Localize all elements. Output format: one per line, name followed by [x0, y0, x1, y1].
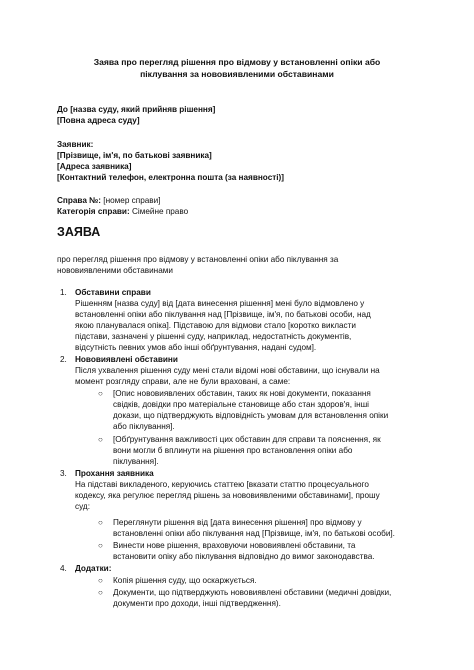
- section-2: 2. Нововиявлені обставини Після ухвалення рішення суду мені стали відомі нові обставини, що існували на момент розгляду справи, але не були враховані, а саме:: [75, 354, 425, 387]
- case-category: Категорія справи: Сімейне право: [57, 207, 189, 216]
- list-item: ○ Переглянути рішення від [дата винесення рішення] про відмову у встановленні опіки або піклування над [Прізвище, ім'я, по батькові особи].: [98, 518, 395, 538]
- court-block: [57, 104, 427, 126]
- document-title: [40, 56, 434, 80]
- case-number: Справа №: [номер справи]: [57, 196, 161, 205]
- section-1: 1. Обставини справи Рішенням [назва суду] від [дата винесення рішення] мені було відмовлено у встановленні опіки або піклування над [Прізвище, ім'я, по батькові особи, над якою планувалася опіка]. Підставою для відмови стало [коротко викласти підстави, зазначені у рішенні суду, наприклад, недостатність документів, відсутність певних умов або інші обґрунтування, надані судом].: [75, 287, 425, 353]
- heading: ЗАЯВА: [57, 225, 101, 239]
- court-name: До [назва суду, який прийняв рішення]: [57, 105, 216, 114]
- applicant-block: [57, 139, 427, 183]
- section-title: Додатки:: [75, 564, 112, 573]
- applicant-contacts: [Контактний телефон, електронна пошта (за наявності)]: [57, 173, 284, 182]
- title-line: Заява про перегляд рішення про відмову у встановленні опіки або: [93, 57, 381, 67]
- title-line: піклування за нововиявленими обставинами: [140, 69, 334, 79]
- section-title: Обставини справи: [75, 288, 151, 297]
- list-item: ○ [Обґрунтування важливості цих обставин для справи та пояснення, як вони могли б вплинути на рішення про встановлення опіки або піклування].: [98, 435, 381, 466]
- case-block: [57, 195, 427, 217]
- section-title: Прохання заявника: [75, 469, 154, 478]
- section-number: 3.: [60, 469, 67, 478]
- section-title: Нововиявлені обставини: [75, 355, 178, 364]
- applicant-label: Заявник:: [57, 140, 94, 149]
- section-number: 4.: [60, 564, 67, 573]
- section-4: [60, 563, 425, 574]
- section-number: 2.: [60, 355, 67, 364]
- applicant-address: [Адреса заявника]: [57, 162, 132, 171]
- section-3: 3. Прохання заявника На підставі викладеного, керуючись статтею [вказати статтю процесуального кодексу, яка регулює перегляд рішень за нововиявленими обставинами], прошу суд:: [75, 468, 425, 512]
- list-item: ○ [Опис нововиявлених обставин, таких як нові документи, показання свідків, довідки про матеріальне становище або стан здоров'я, інші докази, що підтверджують відповідність умовам для встановлення опіки або піклування].: [98, 389, 389, 431]
- section-number: 1.: [60, 288, 67, 297]
- intro: про перегляд рішення про відмову у встановленні опіки або піклування за нововиявленими обставинами: [57, 255, 339, 275]
- list-item: ○ Копія рішення суду, що оскаржується.: [98, 576, 257, 585]
- list-item: ○ Винести нове рішення, враховуючи нововиявлені обставини, та встановити опіку або піклування відповідно до вимог законодавства.: [98, 541, 375, 561]
- list-item: ○ Документи, що підтверджують нововиявлені обставини (медичні довідки, документи про доходи, інші підтвердження).: [98, 588, 392, 608]
- applicant-name: [Прізвище, ім'я, по батькові заявника]: [57, 151, 212, 160]
- court-address: [Повна адреса суду]: [57, 116, 140, 125]
